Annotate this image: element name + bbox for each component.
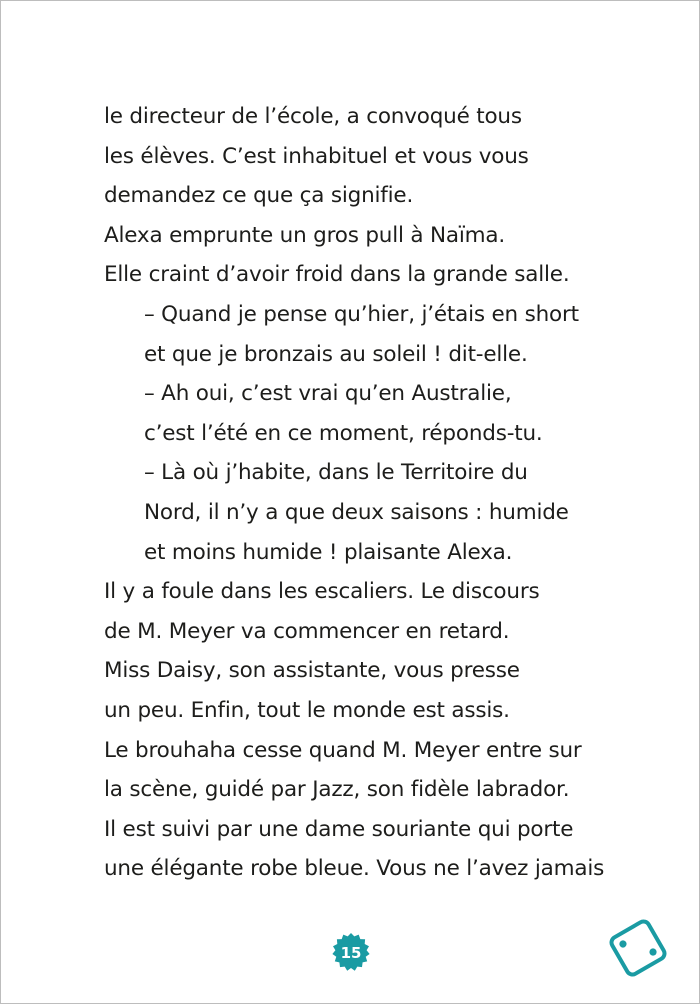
text-line: Alexa emprunte un gros pull à Naïma.: [104, 222, 506, 248]
text-line: les élèves. C’est inhabituel et vous vous: [104, 143, 529, 169]
text-line: de M. Meyer va commencer en retard.: [104, 618, 510, 644]
text-line: le directeur de l’école, a convoqué tous: [104, 104, 522, 129]
text-line: Il y a foule dans les escaliers. Le discours: [104, 579, 540, 605]
text-line: Miss Daisy, son assistante, vous presse: [104, 658, 520, 684]
text-line: une élégante robe bleue. Vous ne l’avez jamais: [104, 856, 605, 882]
dialogue-line: et que je bronzais au soleil ! dit-elle.: [144, 341, 528, 367]
dialogue-line: Nord, il n’y a que deux saisons : humide: [144, 499, 569, 525]
dice-icon: [604, 914, 672, 982]
text-line: Elle craint d’avoir froid dans la grande salle.: [104, 262, 570, 288]
page-number: 15: [340, 944, 362, 962]
dialogue-line: – Ah oui, c’est vrai qu’en Australie,: [144, 381, 512, 407]
text-line: Le brouhaha cesse quand M. Meyer entre sur: [104, 737, 582, 763]
page-number-badge: [330, 932, 372, 974]
text-line: demandez ce que ça signifie.: [104, 183, 414, 209]
text-line: un peu. Enfin, tout le monde est assis.: [104, 697, 510, 723]
dialogue-line: – Quand je pense qu’hier, j’étais en short: [144, 301, 579, 327]
dialogue-line: et moins humide ! plaisante Alexa.: [144, 539, 513, 565]
text-line: Il est suivi par une dame souriante qui porte: [104, 816, 574, 842]
dialogue-line: – Là où j’habite, dans le Territoire du: [144, 460, 528, 486]
body-text: [104, 97, 644, 889]
text-line: la scène, guidé par Jazz, son fidèle labrador.: [104, 777, 570, 803]
dialogue-line: c’est l’été en ce moment, réponds-tu.: [144, 420, 543, 446]
